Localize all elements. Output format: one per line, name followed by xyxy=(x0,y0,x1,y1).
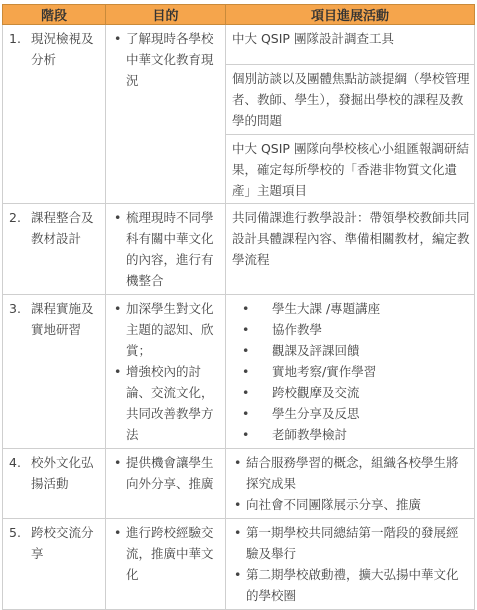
stage-number: 3. xyxy=(9,301,21,316)
purpose-cell xyxy=(106,25,226,204)
purpose-item: • 提供機會讓學生向外分享、推廣 xyxy=(112,452,221,494)
activity-item: 共同備課進行教學設計：帶領學校教師共同設計具體課程內容、準備相關教材，編定教學流程 xyxy=(232,210,470,267)
stage-name: 課程實施及實地研習 xyxy=(31,301,94,337)
activity-item: • 結合服務學習的概念，組織各校學生將探究成果 xyxy=(232,452,470,494)
activities-cell xyxy=(226,204,475,295)
header-row xyxy=(3,5,475,25)
stage-name: 現況檢視及分析 xyxy=(31,31,94,67)
stage-cell xyxy=(3,519,106,610)
purpose-item: • 了解現時各學校中華文化教育現況 xyxy=(112,28,221,91)
table-row xyxy=(3,295,475,449)
stage-cell xyxy=(3,449,106,519)
activity-item: • 協作教學 xyxy=(232,319,470,340)
stage-number: 5. xyxy=(9,525,21,540)
activity-item: • 第一期學校共同總結第一階段的發展經驗及舉行 xyxy=(232,522,470,564)
activity-item: 中大 QSIP 團隊設計調查工具 xyxy=(232,31,394,46)
purpose-cell xyxy=(106,449,226,519)
stage-number: 2. xyxy=(9,210,21,225)
stage-name: 校外文化弘揚活動 xyxy=(31,455,94,491)
activity-item: • 跨校觀摩及交流 xyxy=(232,382,470,403)
activity-item: • 學生大課 /專題講座 xyxy=(232,298,470,319)
activities-cell xyxy=(226,295,475,449)
stage-name: 跨校交流分享 xyxy=(31,525,94,561)
activity-item: • 向社會不同團隊展示分享、推廣 xyxy=(232,494,470,515)
table-row xyxy=(3,204,475,295)
stage-cell xyxy=(3,25,106,204)
table-row xyxy=(3,25,475,204)
stage-cell xyxy=(3,204,106,295)
purpose-item: • 增強校內的討論、交流文化，共同改善教學方法 xyxy=(112,361,221,445)
header-activities: 項目進展活動 xyxy=(226,5,475,25)
stage-cell xyxy=(3,295,106,449)
table-row xyxy=(3,519,475,610)
stage-name: 課程整合及教材設計 xyxy=(31,210,94,246)
activity-item: 個別訪談以及團體焦點訪談提綱（學校管理者、教師、學生），發掘出學校的課程及教學的問題 xyxy=(226,64,474,131)
activity-item: • 第二期學校啟動禮，擴大弘揚中華文化的學校圈 xyxy=(232,564,470,606)
stage-number: 4. xyxy=(9,455,21,470)
header-stage: 階段 xyxy=(3,5,106,25)
purpose-cell xyxy=(106,519,226,610)
purpose-item: • 加深學生對文化主題的認知、欣賞； xyxy=(112,298,221,361)
header-purpose: 目的 xyxy=(106,5,226,25)
activity-item: 中大 QSIP 團隊向學校核心小組匯報調研結果，確定每所學校的「香港非物質文化遺產」主題項目 xyxy=(226,134,474,201)
activities-cell xyxy=(226,25,475,204)
activities-cell xyxy=(226,449,475,519)
activity-item: • 學生分享及反思 xyxy=(232,403,470,424)
activity-item: • 觀課及評課回饋 xyxy=(232,340,470,361)
activities-cell xyxy=(226,519,475,610)
purpose-cell xyxy=(106,204,226,295)
purpose-item: • 進行跨校經驗交流，推廣中華文化 xyxy=(112,522,221,585)
plan-table xyxy=(2,4,475,610)
table-row xyxy=(3,449,475,519)
purpose-cell xyxy=(106,295,226,449)
activity-item: • 老師教學檢討 xyxy=(232,424,470,445)
activity-item: • 實地考察/實作學習 xyxy=(232,361,470,382)
stage-number: 1. xyxy=(9,31,21,46)
purpose-item: • 梳理現時不同學科有關中華文化的內容，進行有機整合 xyxy=(112,207,221,291)
